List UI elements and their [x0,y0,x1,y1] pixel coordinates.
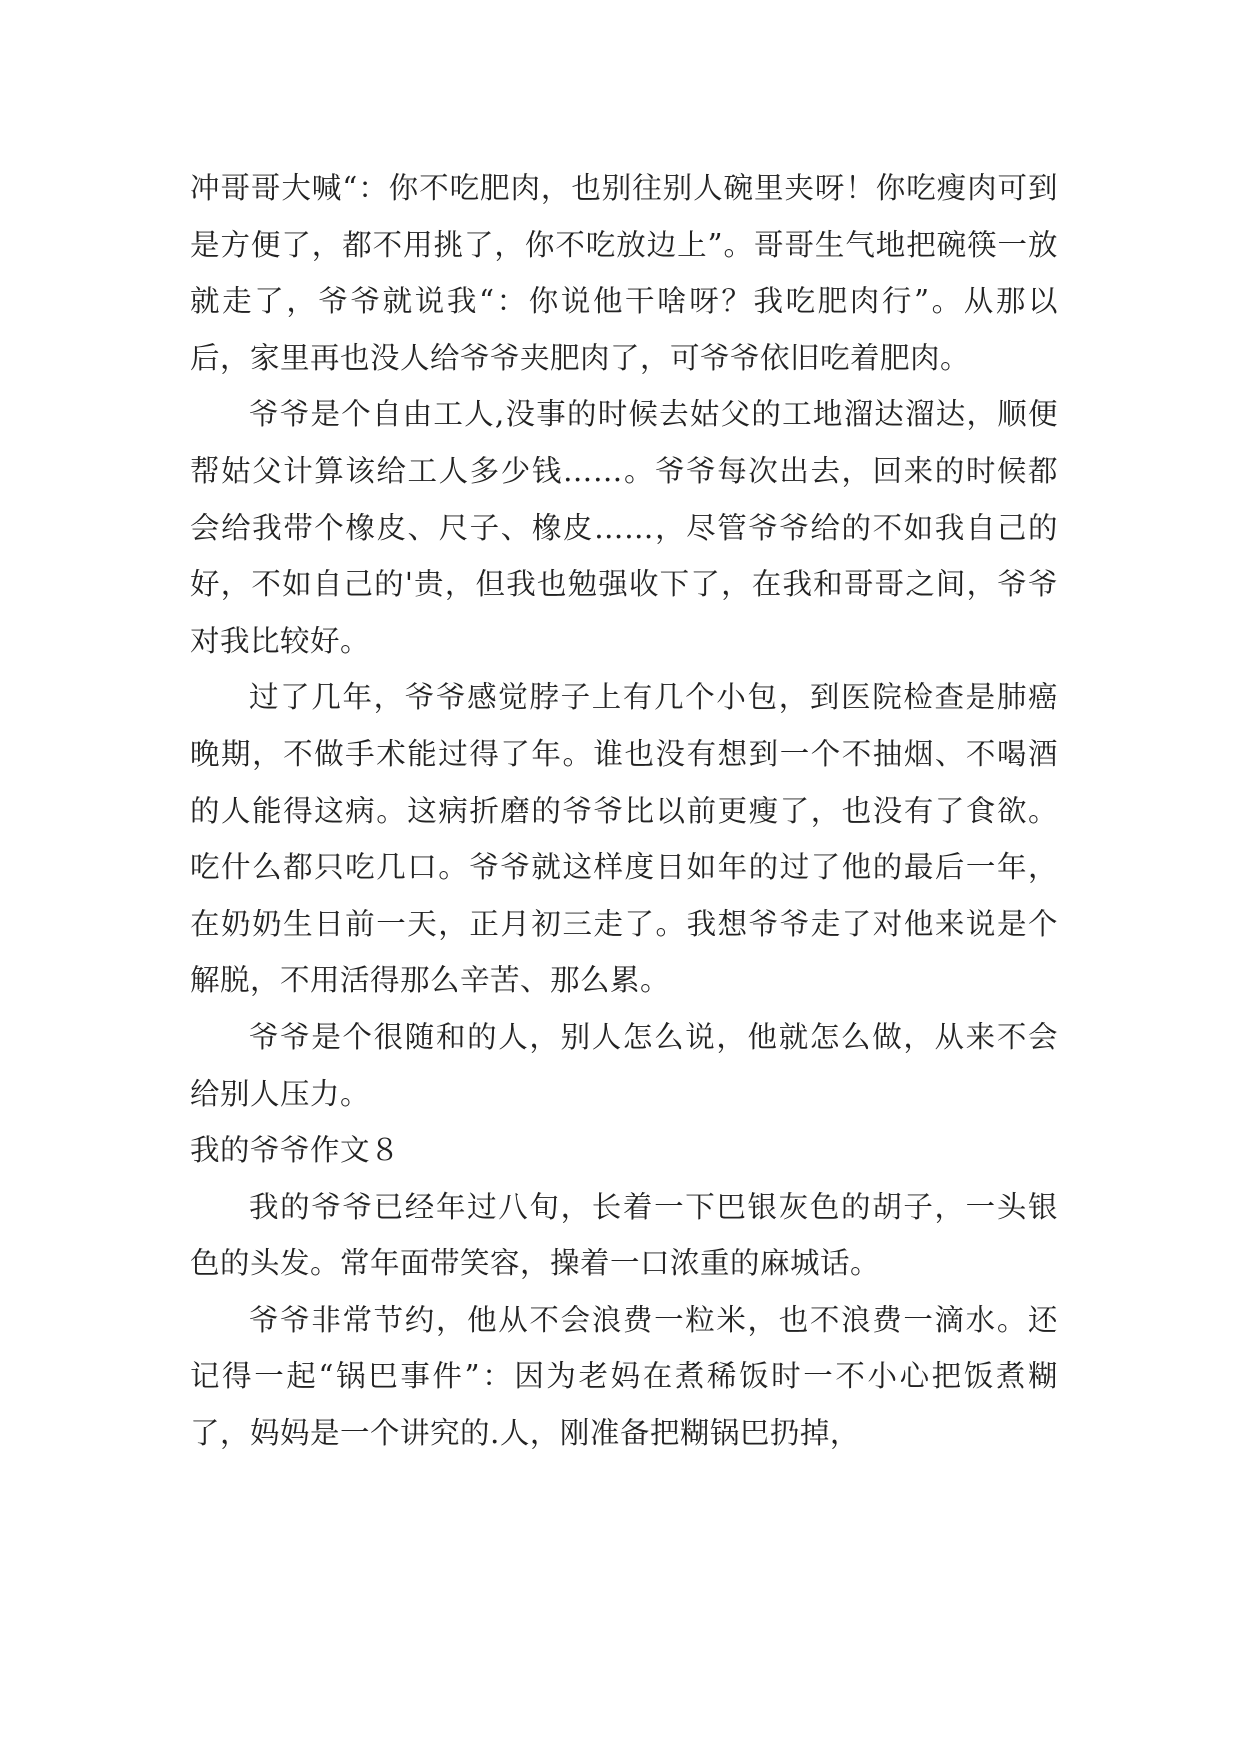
paragraph-grandpa-fat-meat: 冲哥哥大喊“：你不吃肥肉，也别往别人碗里夹呀！你吃瘦肉可到是方便了，都不用挑了，你不吃放边上”。哥哥生气地把碗筷一放就走了，爷爷就说我“：你说他干啥呀？我吃肥肉行”。从那以后，家里再也没人给爷爷夹肥肉了，可爷爷依旧吃着肥肉。 [190,171,1058,375]
paragraph-grandpa-appearance: 我的爷爷已经年过八旬，长着一下巴银灰色的胡子，一头银色的头发。常年面带笑容，操着一口浓重的麻城话。 [190,1189,1058,1281]
document-body [190,160,1058,1462]
paragraph-grandpa-frugal: 爷爷非常节约，他从不会浪费一粒米，也不浪费一滴水。还记得一起“锅巴事件”：因为老妈在煮稀饭时一不小心把饭煮糊了，妈妈是一个讲究的.人，刚准备把糊锅巴扔掉， [190,1302,1058,1451]
paragraph-grandpa-illness: 过了几年，爷爷感觉脖子上有几个小包，到医院检查是肺癌晚期，不做手术能过得了年。谁也没有想到一个不抽烟、不喝酒的人能得这病。这病折磨的爷爷比以前更瘦了，也没有了食欲。吃什么都只吃几口。爷爷就这样度日如年的过了他的最后一年，在奶奶生日前一天，正月初三走了。我想爷爷走了对他来说是个解脱，不用活得那么辛苦、那么累。 [190,680,1058,998]
paragraph-grandpa-easygoing: 爷爷是个很随和的人，别人怎么说，他就怎么做，从来不会给别人压力。 [190,1019,1058,1111]
paragraph-grandpa-worker: 爷爷是个自由工人,没事的时候去姑父的工地溜达溜达，顺便帮姑父计算该给工人多少钱……。爷爷每次出去，回来的时候都会给我带个橡皮、尺子、橡皮……，尽管爷爷给的不如我自己的好，不如自己的'贵，但我也勉强收下了，在我和哥哥之间，爷爷对我比较好。 [190,397,1058,658]
essay-heading: 我的爷爷作文８ [190,1133,401,1168]
